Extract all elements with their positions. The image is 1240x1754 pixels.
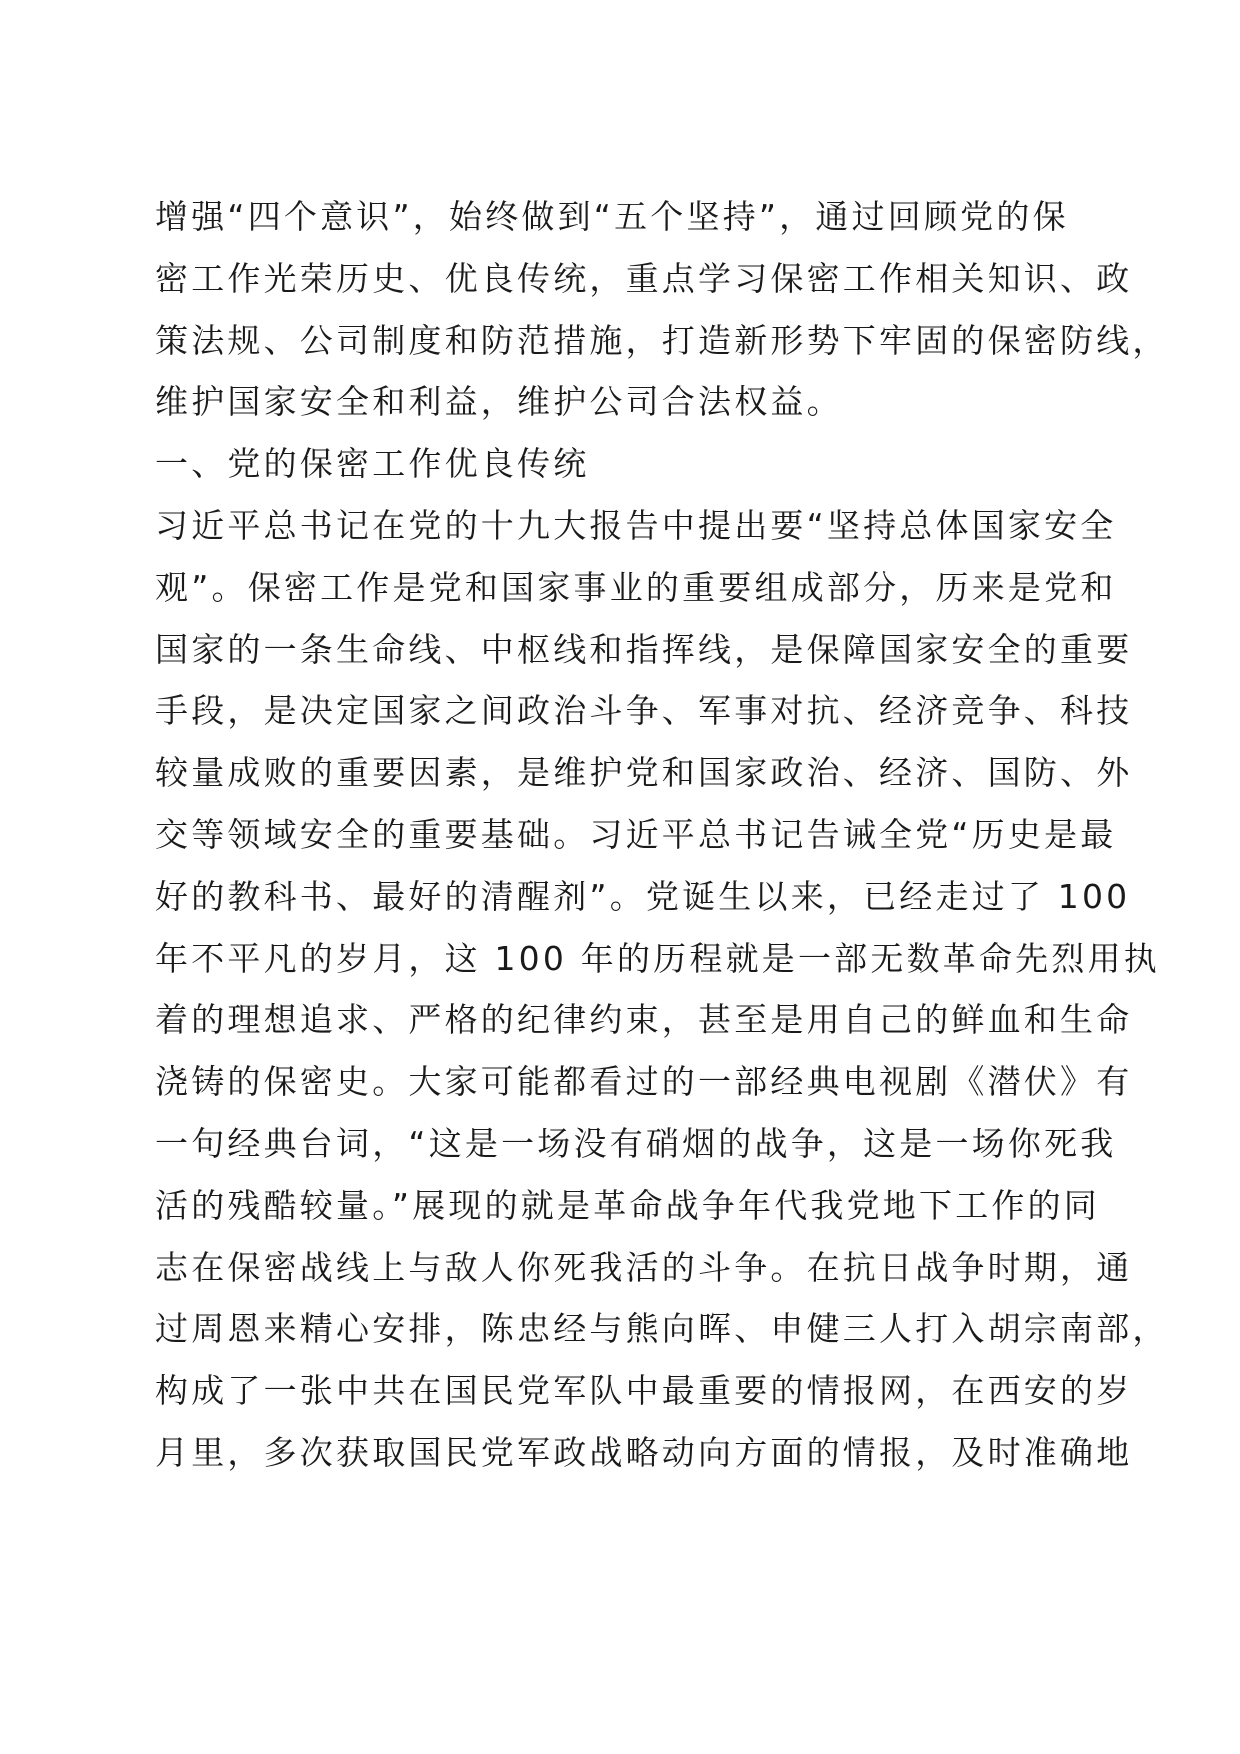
paragraph-line: 过周恩来精心安排，陈忠经与熊向晖、申健三人打入胡宗南部， (155, 1309, 1169, 1349)
paragraph-line: 年不平凡的岁月，这 100 年的历程就是一部无数革命先烈用执 (155, 938, 1160, 978)
paragraph-line: 志在保密战线上与敌人你死我活的斗争。在抗日战争时期，通 (155, 1247, 1133, 1287)
paragraph-line: 月里，多次获取国民党军政战略动向方面的情报，及时准确地 (155, 1432, 1133, 1472)
paragraph-line: 活的残酷较量。”展现的就是革命战争年代我党地下工作的同 (155, 1185, 1100, 1225)
paragraph-line: 维护国家安全和利益，维护公司合法权益。 (155, 382, 843, 422)
paragraph-line: 浇铸的保密史。大家可能都看过的一部经典电视剧《潜伏》有 (155, 1062, 1133, 1102)
paragraph-line: 增强“四个意识”，始终做到“五个坚持”，通过回顾党的保 (155, 197, 1069, 236)
paragraph-line: 观”。保密工作是党和国家事业的重要组成部分，历来是党和 (155, 567, 1117, 607)
paragraph-line: 国家的一条生命线、中枢线和指挥线，是保障国家安全的重要 (155, 629, 1133, 669)
paragraph-line: 策法规、公司制度和防范措施，打造新形势下牢固的保密防线， (155, 320, 1169, 360)
paragraph-line: 交等领域安全的重要基础。习近平总书记告诫全党“历史是最 (155, 814, 1117, 854)
paragraph-line: 着的理想追求、严格的纪律约束，甚至是用自己的鲜血和生命 (155, 1000, 1133, 1040)
paragraph-line: 好的教科书、最好的清醒剂”。党诞生以来，已经走过了 100 (155, 876, 1131, 916)
paragraph-line: 手段，是决定国家之间政治斗争、军事对抗、经济竞争、科技 (155, 691, 1133, 731)
section-heading: 一、党的保密工作优良传统 (155, 444, 590, 484)
paragraph-line: 习近平总书记在党的十九大报告中提出要“坚持总体国家安全 (155, 505, 1117, 545)
paragraph-line: 构成了一张中共在国民党军队中最重要的情报网，在西安的岁 (155, 1371, 1133, 1411)
paragraph-line: 一句经典台词，“这是一场没有硝烟的战争，这是一场你死我 (155, 1123, 1117, 1163)
paragraph-line: 较量成败的重要因素，是维护党和国家政治、经济、国防、外 (155, 753, 1133, 793)
paragraph-line: 密工作光荣历史、优良传统，重点学习保密工作相关知识、政 (155, 258, 1133, 298)
document-body (155, 186, 1169, 1484)
